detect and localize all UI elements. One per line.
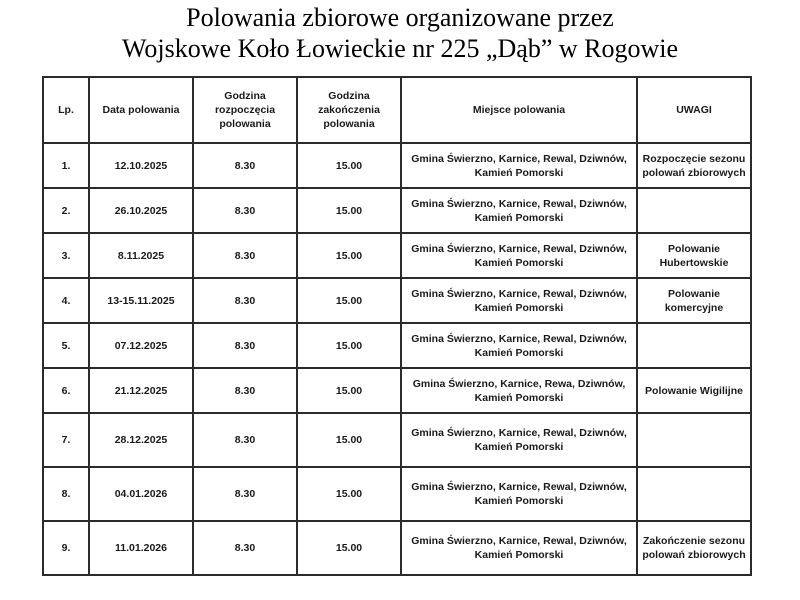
cell-notes: [637, 467, 751, 521]
cell-end: 15.00: [297, 413, 401, 467]
cell-notes: [637, 188, 751, 233]
document-title: [0, 2, 800, 64]
cell-place: Gmina Świerzno, Karnice, Rewal, Dziwnów, Kamień Pomorski: [401, 323, 637, 368]
hunting-schedule-table: [42, 76, 752, 576]
cell-lp: 4.: [43, 278, 89, 323]
cell-start: 8.30: [193, 278, 297, 323]
cell-start: 8.30: [193, 143, 297, 188]
header-start-time: Godzina rozpoczęcia polowania: [193, 77, 297, 143]
title-line-2: Wojskowe Koło Łowieckie nr 225 „Dąb” w Rogowie: [121, 34, 679, 63]
table-row: [43, 188, 751, 233]
cell-date: 8.11.2025: [89, 233, 193, 278]
cell-end: 15.00: [297, 143, 401, 188]
table-row: [43, 233, 751, 278]
cell-notes: Polowanie Wigilijne: [637, 368, 751, 413]
cell-notes: Rozpoczęcie sezonu polowań zbiorowych: [637, 143, 751, 188]
cell-lp: 6.: [43, 368, 89, 413]
table-row: [43, 521, 751, 575]
cell-lp: 8.: [43, 467, 89, 521]
table-header-row: [43, 77, 751, 143]
cell-start: 8.30: [193, 467, 297, 521]
cell-end: 15.00: [297, 188, 401, 233]
cell-lp: 1.: [43, 143, 89, 188]
table-row: [43, 467, 751, 521]
cell-date: 28.12.2025: [89, 413, 193, 467]
cell-place: Gmina Świerzno, Karnice, Rewal, Dziwnów, Kamień Pomorski: [401, 143, 637, 188]
cell-notes: [637, 413, 751, 467]
cell-date: 04.01.2026: [89, 467, 193, 521]
cell-start: 8.30: [193, 233, 297, 278]
header-notes: UWAGI: [637, 77, 751, 143]
cell-lp: 9.: [43, 521, 89, 575]
title-line-1: Polowania zbiorowe organizowane przez: [186, 3, 614, 32]
cell-date: 13-15.11.2025: [89, 278, 193, 323]
table-row: [43, 278, 751, 323]
cell-place: Gmina Świerzno, Karnice, Rewal, Dziwnów, Kamień Pomorski: [401, 233, 637, 278]
cell-place: Gmina Świerzno, Karnice, Rewal, Dziwnów, Kamień Pomorski: [401, 188, 637, 233]
cell-end: 15.00: [297, 323, 401, 368]
cell-place: Gmina Świerzno, Karnice, Rewal, Dziwnów, Kamień Pomorski: [401, 278, 637, 323]
cell-lp: 3.: [43, 233, 89, 278]
cell-start: 8.30: [193, 521, 297, 575]
cell-end: 15.00: [297, 521, 401, 575]
header-place: Miejsce polowania: [401, 77, 637, 143]
cell-start: 8.30: [193, 413, 297, 467]
header-date: Data polowania: [89, 77, 193, 143]
cell-end: 15.00: [297, 467, 401, 521]
table-row: [43, 143, 751, 188]
cell-date: 07.12.2025: [89, 323, 193, 368]
header-end-time: Godzina zakończenia polowania: [297, 77, 401, 143]
cell-start: 8.30: [193, 323, 297, 368]
cell-notes: [637, 323, 751, 368]
cell-place: Gmina Świerzno, Karnice, Rewa, Dziwnów, Kamień Pomorski: [401, 368, 637, 413]
cell-end: 15.00: [297, 368, 401, 413]
cell-start: 8.30: [193, 188, 297, 233]
cell-place: Gmina Świerzno, Karnice, Rewal, Dziwnów, Kamień Pomorski: [401, 521, 637, 575]
cell-date: 26.10.2025: [89, 188, 193, 233]
cell-lp: 5.: [43, 323, 89, 368]
cell-place: Gmina Świerzno, Karnice, Rewal, Dziwnów, Kamień Pomorski: [401, 467, 637, 521]
cell-end: 15.00: [297, 278, 401, 323]
cell-notes: Polowanie komercyjne: [637, 278, 751, 323]
cell-date: 11.01.2026: [89, 521, 193, 575]
cell-start: 8.30: [193, 368, 297, 413]
cell-lp: 7.: [43, 413, 89, 467]
table-row: [43, 368, 751, 413]
cell-end: 15.00: [297, 233, 401, 278]
table-row: [43, 413, 751, 467]
cell-lp: 2.: [43, 188, 89, 233]
cell-place: Gmina Świerzno, Karnice, Rewal, Dziwnów, Kamień Pomorski: [401, 413, 637, 467]
cell-notes: Polowanie Hubertowskie: [637, 233, 751, 278]
table-row: [43, 323, 751, 368]
cell-notes: Zakończenie sezonu polowań zbiorowych: [637, 521, 751, 575]
cell-date: 21.12.2025: [89, 368, 193, 413]
header-lp: Lp.: [43, 77, 89, 143]
cell-date: 12.10.2025: [89, 143, 193, 188]
